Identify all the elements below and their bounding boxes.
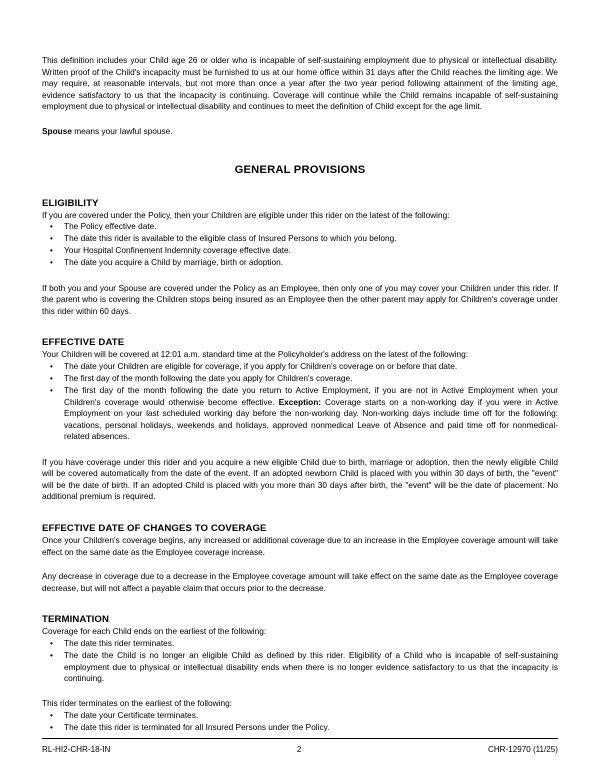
list-item bbox=[42, 638, 558, 650]
list-item-text: The date your Certificate terminates. bbox=[64, 709, 199, 720]
spacer bbox=[42, 270, 558, 283]
list-item bbox=[42, 722, 558, 734]
spacer bbox=[42, 558, 558, 571]
spacer bbox=[42, 154, 558, 164]
spacer bbox=[42, 113, 558, 126]
spacer bbox=[42, 444, 558, 457]
bullet-icon: • bbox=[50, 233, 53, 244]
effective-date-bullet-list bbox=[42, 361, 558, 443]
termination-lead-1: Coverage for each Child ends on the earliest of the following: bbox=[42, 626, 267, 637]
spouse-term: Spouse bbox=[42, 125, 72, 136]
bullet-icon: • bbox=[50, 709, 53, 720]
list-item-text: The date you acquire a Child by marriage, birth or adoption. bbox=[64, 257, 284, 268]
effective-date-closing: If you have coverage under this rider and you acquire a new eligible Child due to birth, marriage or adoption, then the newly eligible Child will be covered automatically from the date of the event. If an adopted newborn Child is placed with you within 30 days of birth, the "event" will be the date of birth. If an adopted Child is placed with you more than 30 days after birth, the "event" will be the date of placement. No additional premium is required. bbox=[42, 456, 558, 502]
list-item bbox=[42, 710, 558, 722]
list-item-text: The date the Child is no longer an eligible Child as defined by this rider. Eligibility of a Child who is incapable of self-sustaining employment due to physical or intellectual disability ends when there is no longer evidence satisfactory to us that the incapacity is continuing. bbox=[64, 650, 558, 684]
effective-date-lead: Your Children will be covered at 12:01 a.m. standard time at the Policyholder's address on the latest of the following: bbox=[42, 349, 469, 360]
bullet-icon: • bbox=[50, 650, 53, 660]
list-item-text-pre: The first day of the month following the date you return to Active Employment, if you are not in Active Employment when your Children's coverage would otherwise become effective. bbox=[64, 385, 558, 407]
list-item-text: The Policy effective date. bbox=[64, 221, 157, 232]
eligibility-heading: ELIGIBILITY bbox=[42, 197, 99, 209]
bullet-icon: • bbox=[50, 221, 53, 232]
list-item-text: The date this rider is terminated for all Insured Persons under the Policy. bbox=[64, 721, 330, 732]
list-item-text-post: Coverage starts on a non-working day if you were in Active Employment on your last scheduled working day before the non-working day. Non-working days include time off for the following: vacations, personal holidays, weekends and holidays, approved nonmedical Leave of Absence and paid time off for nonmedical-related absences. bbox=[64, 396, 558, 442]
termination-bullet-list-2 bbox=[42, 710, 558, 734]
list-item bbox=[42, 373, 558, 385]
list-item bbox=[42, 361, 558, 373]
list-item bbox=[42, 233, 558, 245]
eligibility-closing: If both you and your Spouse are covered under the Policy as an Employee, then only one of you may cover your Children under this rider. If the parent who is covering the Children stops being insured as an Employee then the other parent may apply for Children's coverage under this rider within 60 days. bbox=[42, 282, 558, 316]
bullet-icon: • bbox=[50, 257, 53, 268]
list-item-text: The first day of the month following the date you apply for Children's coverage. bbox=[64, 373, 353, 383]
intro-paragraph: This definition includes your Child age 26 or older who is incapable of self-sustaining employment due to physical or intellectual disability. Written proof of the Child's incapacity must be furnished to us at our home office within 31 days after the Child reaches the limiting age. We may require, at reasonable intervals, but not more than once a year after the two year period following attainment of the limiting age, evidence satisfactory to us that the incapacity is continuing. Coverage will continue while the Child remains incapable of self-sustaining employment due to physical or intellectual disability and continues to meet the definition of Child except for the age limit. bbox=[42, 55, 558, 112]
eligibility-lead: If you are covered under the Policy, then your Children are eligible under this rider on the latest of the following: bbox=[42, 209, 450, 220]
bullet-icon: • bbox=[50, 721, 53, 732]
spacer bbox=[42, 685, 558, 698]
eligibility-bullet-list bbox=[42, 221, 558, 269]
general-provisions-title: GENERAL PROVISIONS bbox=[234, 163, 366, 176]
bullet-icon: • bbox=[50, 373, 53, 383]
list-item bbox=[42, 221, 558, 233]
spouse-definition-paragraph bbox=[42, 126, 558, 138]
termination-heading: TERMINATION bbox=[42, 614, 110, 626]
page-footer bbox=[42, 738, 558, 754]
termination-lead-2: This rider terminates on the earliest of the following: bbox=[42, 698, 232, 709]
list-item bbox=[42, 385, 558, 443]
spacer bbox=[42, 317, 558, 333]
list-item bbox=[42, 245, 558, 257]
spouse-definition-text: means your lawful spouse. bbox=[71, 125, 173, 136]
list-item bbox=[42, 257, 558, 269]
spacer bbox=[42, 176, 558, 192]
effective-date-changes-paragraph-1: Once your Children's coverage begins, any increased or additional coverage due to an increase in the Employee coverage amount will take effect on the same date as the Employee coverage increase. bbox=[42, 534, 558, 557]
bullet-icon: • bbox=[50, 637, 53, 648]
list-item-text: The date this rider is available to the eligible class of Insured Persons to which you belong. bbox=[64, 233, 397, 244]
bullet-icon: • bbox=[50, 360, 53, 371]
list-item-text: Your Hospital Confinement Indemnity coverage effective date. bbox=[64, 245, 291, 256]
effective-date-changes-heading: EFFECTIVE DATE OF CHANGES TO COVERAGE bbox=[42, 522, 267, 534]
termination-bullet-list-1 bbox=[42, 638, 558, 685]
effective-date-changes-paragraph-2: Any decrease in coverage due to a decrease in the Employee coverage amount will take effect on the same date as the Employee coverage decrease, but will not affect a payable claim that occurs prior to the decrease. bbox=[42, 571, 558, 593]
footer-document-code: CHR-12970 (11/25) bbox=[487, 745, 558, 754]
effective-date-heading: EFFECTIVE DATE bbox=[42, 337, 125, 349]
spacer bbox=[42, 138, 558, 154]
list-item bbox=[42, 650, 558, 685]
spacer bbox=[42, 594, 558, 610]
bullet-icon: • bbox=[50, 385, 53, 396]
footer-page-number: 2 bbox=[296, 745, 302, 754]
footer-form-number: RL-HI2-CHR-18-IN bbox=[42, 745, 111, 754]
bullet-icon: • bbox=[50, 245, 53, 256]
list-item-text: The date this rider terminates. bbox=[64, 637, 175, 648]
list-item-text: The date your Children are eligible for coverage, if you apply for Children's coverage on or before that date. bbox=[64, 360, 458, 371]
exception-label: Exception: bbox=[278, 396, 322, 407]
spacer bbox=[42, 503, 558, 519]
